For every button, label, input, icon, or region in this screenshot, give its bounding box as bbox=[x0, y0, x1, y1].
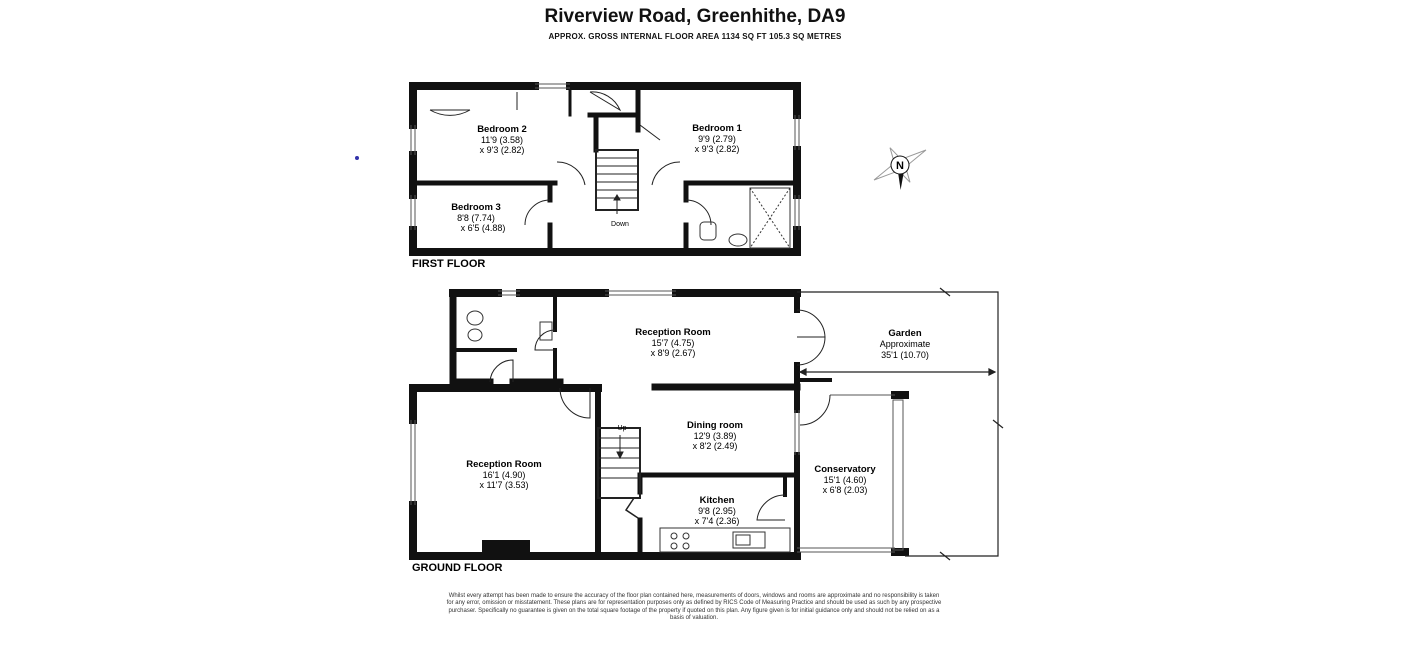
first-floor-stairs bbox=[596, 150, 638, 214]
garden-dim1: Approximate bbox=[879, 339, 931, 349]
dining-name: Dining room bbox=[687, 420, 743, 431]
bedroom3-dim1: 8'8 (7.74) bbox=[457, 213, 495, 223]
compass-icon bbox=[864, 133, 937, 199]
kitchen-dim1: 9'8 (2.95) bbox=[698, 506, 736, 516]
reception-front-dim1: 16'1 (4.90) bbox=[482, 470, 526, 480]
bedroom1-name: Bedroom 1 bbox=[692, 123, 742, 134]
bedroom1-dim1: 9'9 (2.79) bbox=[698, 134, 736, 144]
ground-floor-stairs bbox=[598, 428, 640, 518]
stairs-up-label: Up bbox=[617, 425, 627, 432]
plan-title: Riverview Road, Greenhithe, DA9 bbox=[544, 6, 846, 27]
fireplace bbox=[482, 540, 530, 552]
conservatory-dim1: 15'1 (4.60) bbox=[823, 475, 867, 485]
kitchen-name: Kitchen bbox=[699, 495, 735, 506]
garden-name: Garden bbox=[888, 328, 922, 339]
compass-north-letter: N bbox=[896, 160, 904, 172]
wc-fixtures bbox=[467, 311, 552, 341]
reception-rear-dim1: 15'7 (4.75) bbox=[651, 338, 695, 348]
bedroom1-dim2: x 9'3 (2.82) bbox=[694, 144, 740, 154]
conservatory-name: Conservatory bbox=[814, 464, 876, 475]
kitchen-dim2: x 7'4 (2.36) bbox=[694, 516, 740, 526]
garden-dim2: 35'1 (10.70) bbox=[881, 350, 929, 360]
marker-dot bbox=[355, 156, 359, 160]
dining-dim1: 12'9 (3.89) bbox=[693, 431, 737, 441]
reception-rear-name: Reception Room bbox=[635, 327, 711, 338]
reception-rear-dim2: x 8'9 (2.67) bbox=[650, 348, 696, 358]
dining-dim2: x 8'2 (2.49) bbox=[692, 441, 738, 451]
floor-area-subtitle: APPROX. GROSS INTERNAL FLOOR AREA 1134 SQ FT 105.3 SQ METRES bbox=[548, 32, 842, 41]
ground-floor-label: GROUND FLOOR bbox=[412, 562, 503, 574]
bedroom2-name: Bedroom 2 bbox=[477, 124, 527, 135]
kitchen-fixtures bbox=[660, 528, 790, 552]
bedroom3-name: Bedroom 3 bbox=[451, 202, 501, 213]
bedroom2-dim1: 11'9 (3.58) bbox=[480, 135, 524, 145]
reception-front-name: Reception Room bbox=[466, 459, 542, 470]
bathroom-fixtures bbox=[700, 188, 790, 248]
conservatory-dim2: x 6'8 (2.03) bbox=[822, 485, 868, 495]
disclaimer-text: Whilst every attempt has been made to ensure the accuracy of the floor plan contained here, measurements of doors, windows and rooms are approximate and no responsibility is taken for any error, omission or misstatement. These plans are for representation purposes only as defined by RICS Code of Measuring Practice and should be used as such by any prospective purchaser. Specifically no guarantee is given on the total square footage of the property if quoted on this plan. Any figure given is for initial guidance only and should not be relied on as a basis of valuation. bbox=[446, 593, 942, 622]
bedroom2-dim2: x 9'3 (2.82) bbox=[479, 145, 525, 155]
reception-front-dim2: x 11'7 (3.53) bbox=[479, 480, 529, 490]
first-floor-label: FIRST FLOOR bbox=[412, 258, 486, 270]
stairs-down-label: Down bbox=[611, 221, 629, 228]
bedroom3-dim2: x 6'5 (4.88) bbox=[460, 223, 506, 233]
